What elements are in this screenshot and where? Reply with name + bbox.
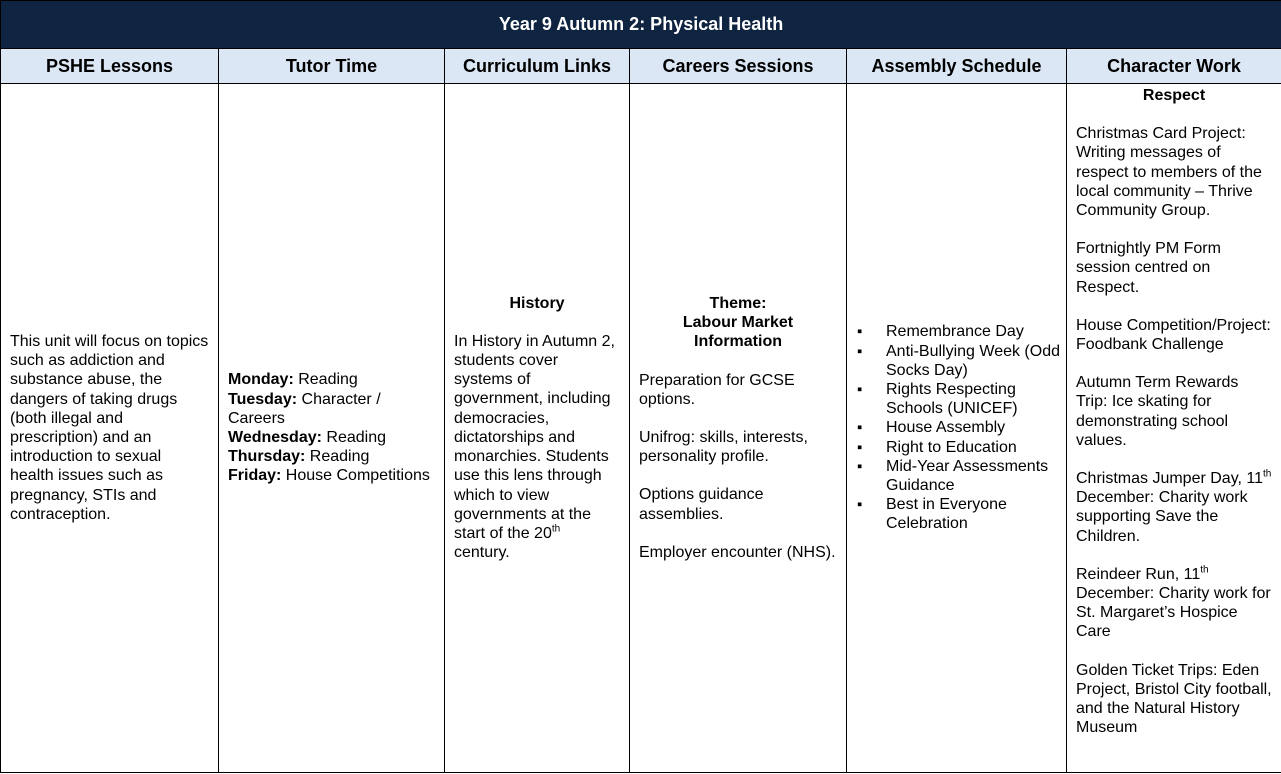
careers-theme-title: Labour Market Information xyxy=(682,314,794,351)
tutor-day-label: Friday: xyxy=(228,467,282,485)
assembly-cell xyxy=(847,84,1067,773)
column-header-tutor: Tutor Time xyxy=(219,49,445,84)
tutor-day-row xyxy=(228,447,435,466)
careers-cell xyxy=(630,84,847,773)
careers-item: Employer encounter (NHS). xyxy=(639,543,836,561)
careers-item: Unifrog: skills, interests, personality profile. xyxy=(639,429,808,466)
table-title: Year 9 Autumn 2: Physical Health xyxy=(1,1,1281,49)
tutor-day-activity: Reading xyxy=(305,448,370,466)
character-item: Christmas Card Project: Writing messages of respect to members of the local community – Thrive Community Group. xyxy=(1076,125,1262,220)
character-cell xyxy=(1067,84,1281,773)
tutor-day-activity: Character / Careers xyxy=(228,390,381,427)
column-header-curriculum: Curriculum Links xyxy=(445,49,630,84)
curriculum-heading: History xyxy=(509,294,565,312)
tutor-day-row xyxy=(228,370,435,389)
curriculum-cell xyxy=(445,84,630,773)
pshe-text: This unit will focus on topics such as addiction and substance abuse, the dangers of taking drugs (both illegal and prescription) and an introduction to sexual health issues such as pregnancy, STIs and contraception. xyxy=(10,332,209,523)
tutor-day-activity: House Competitions xyxy=(281,467,430,485)
assembly-item: ▪ Rights Respecting Schools (UNICEF) xyxy=(857,380,1066,418)
tutor-schedule xyxy=(219,370,444,485)
assembly-item: ▪ Best in Everyone Celebration xyxy=(857,495,1066,533)
character-item: Autumn Term Rewards Trip: Ice skating for demonstrating school values. xyxy=(1076,374,1239,449)
column-header-pshe: PSHE Lessons xyxy=(1,49,219,84)
character-heading: Respect xyxy=(1142,87,1206,104)
column-header-assembly: Assembly Schedule xyxy=(847,49,1067,84)
tutor-day-label: Thursday: xyxy=(228,448,306,466)
curriculum-text: In History in Autumn 2, students cover systems of government, including democracies, dictatorships and monarchies. Students use this lens through which to view governments at the start of the 20th century. xyxy=(454,332,615,562)
tutor-day-row xyxy=(228,466,435,485)
tutor-day-activity: Reading xyxy=(321,429,386,446)
tutor-day-label: Tuesday: xyxy=(228,390,298,408)
tutor-day-label: Monday: xyxy=(228,371,294,389)
column-header-character: Character Work xyxy=(1067,49,1281,84)
character-item: Golden Ticket Trips: Eden Project, Bristol City football, and the Natural History Museum xyxy=(1076,661,1272,737)
pshe-cell xyxy=(1,84,219,773)
character-item: Christmas Jumper Day, 11th December: Charity work supporting Save the Children. xyxy=(1076,468,1272,545)
careers-item: Options guidance assemblies. xyxy=(639,486,764,523)
tutor-day-activity: Reading xyxy=(293,371,358,389)
assembly-item: ▪ Right to Education xyxy=(857,438,1066,457)
tutor-day-row xyxy=(228,428,435,447)
assembly-item: ▪ Mid-Year Assessments Guidance xyxy=(857,457,1066,495)
character-item: House Competition/Project: Foodbank Challenge xyxy=(1076,316,1271,354)
assembly-item: ▪ Anti-Bullying Week (Odd Socks Day) xyxy=(857,342,1066,380)
careers-item: Preparation for GCSE options. xyxy=(639,371,795,408)
assembly-item: ▪ House Assembly xyxy=(857,418,1066,437)
tutor-day-label: Wednesday: xyxy=(228,429,322,446)
tutor-day-row xyxy=(228,390,435,428)
assembly-list xyxy=(847,322,1066,533)
character-item: Reindeer Run, 11th December: Charity work for St. Margaret’s Hospice Care xyxy=(1076,564,1271,641)
assembly-item: ▪ Remembrance Day xyxy=(857,322,1066,341)
careers-theme-label: Theme: xyxy=(709,294,767,312)
tutor-cell xyxy=(219,84,445,773)
character-item: Fortnightly PM Form session centred on Respect. xyxy=(1076,240,1221,296)
column-header-careers: Careers Sessions xyxy=(630,49,847,84)
